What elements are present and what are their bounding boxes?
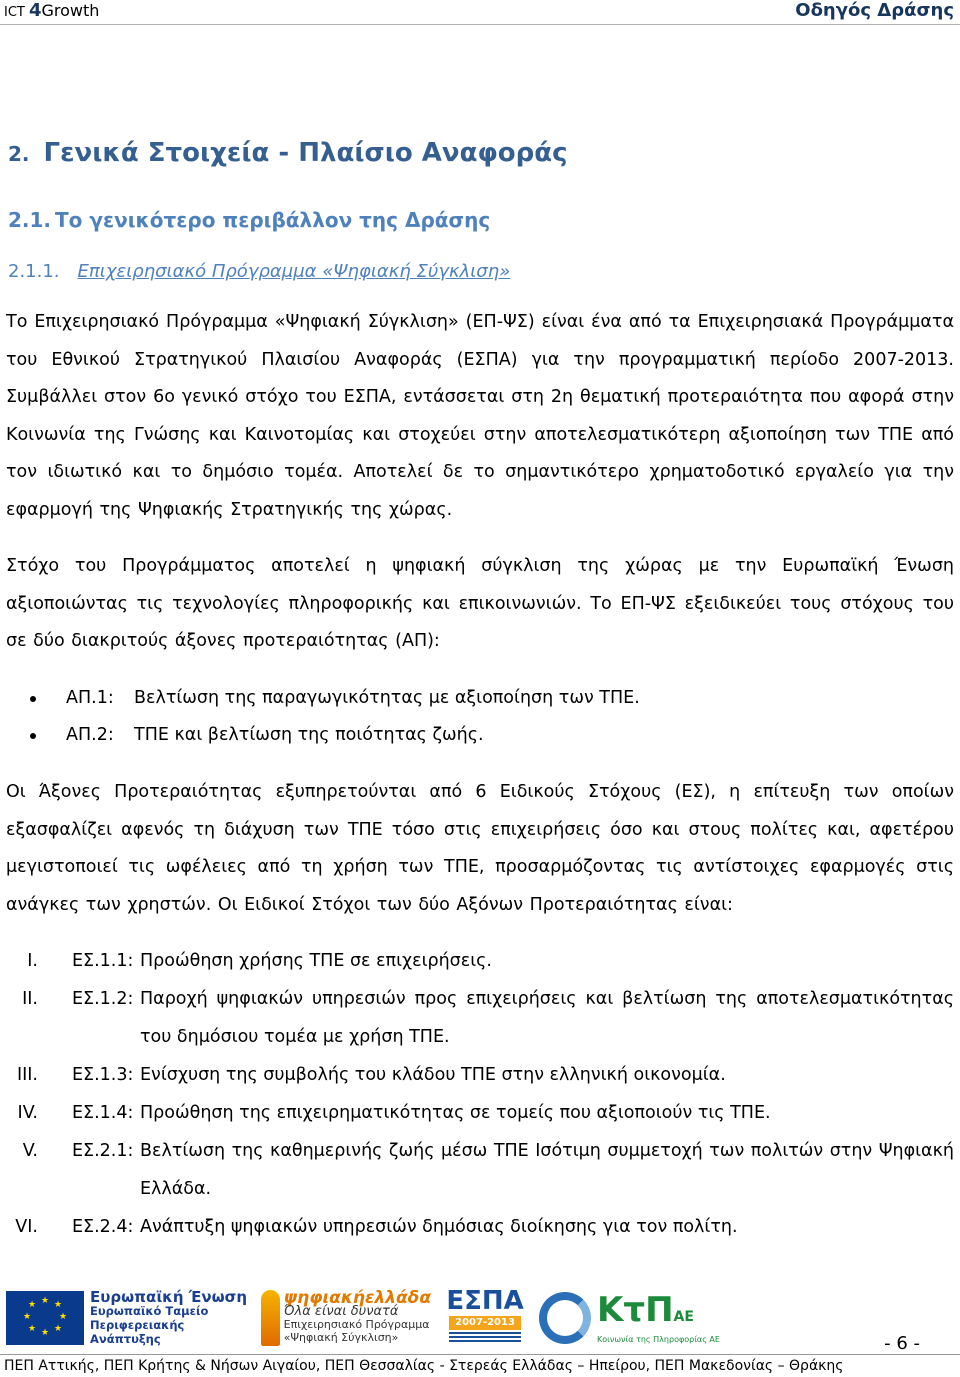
objectives-list [6,942,954,1246]
ktp-logo [539,1292,720,1344]
subsubsection-number: 2.1.1. [8,261,60,282]
item-code: ΕΣ.1.1: [72,951,134,971]
axis-text: ΤΠΕ και βελτίωση της ποιότητας ζωής. [134,725,484,745]
ktp-text [597,1292,720,1344]
espa-word: ΕΣΠΑ [446,1286,524,1316]
brand-prefix: ICT [4,5,29,20]
header-divider [0,24,960,25]
list-item [6,1132,954,1208]
item-text: Ανάπτυξη ψηφιακών υπηρεσιών δημόσιας διοίκησης για τον πολίτη. [140,1217,738,1237]
header-title: Οδηγός Δράσης [795,0,954,21]
subsection-title: Το γενικότερο περιβάλλον της Δράσης [55,208,491,232]
axes-list [30,680,640,754]
list-item [30,680,640,717]
axis-text: Βελτίωση της παραγωγικότητας με αξιοποίηση των ΤΠΕ. [134,688,640,708]
eu-line2: Ευρωπαϊκό Ταμείο [90,1304,209,1318]
brand-suffix: Growth [41,1,100,20]
item-number: V. [22,1141,38,1161]
eu-logo-text [90,1290,247,1346]
psif-line1: Επιχειρησιακό Πρόγραμμα [283,1318,430,1331]
item-text: Παροχή ψηφιακών υπηρεσιών προς επιχειρήσεις και βελτίωση της αποτελεσματικότητας του δημόσιου τομέα με χρήση ΤΠΕ. [140,989,954,1047]
list-item [6,942,954,980]
ktp-ring-icon [539,1292,591,1344]
psif-name: ψηφιακήελλάδα [283,1288,432,1308]
list-item [6,1208,954,1246]
subsection-heading [8,206,490,234]
list-item [6,1056,954,1094]
header-brand [4,0,99,24]
section-heading [8,136,568,171]
digital-greece-icon [261,1290,280,1346]
list-item [6,1094,954,1132]
subsubsection-heading [8,258,510,286]
subsection-number: 2.1. [8,208,52,232]
item-number: I. [27,951,38,971]
ktp-sub: Κοινωνία της Πληροφορίας ΑΕ [597,1335,720,1344]
item-code: ΕΣ.1.3: [72,1065,134,1085]
brand-four: 4 [28,0,42,21]
eu-line4: Ανάπτυξης [90,1332,161,1346]
item-text: Βελτίωση της καθημερινής ζωής μέσω ΤΠΕ Ισότιμη συμμετοχή των πολιτών στην Ψηφιακή Ελλάδα. [140,1141,954,1199]
item-code: ΕΣ.2.4: [72,1217,134,1237]
psif-line2: «Ψηφιακή Σύγκλιση» [283,1331,399,1344]
item-number: IV. [17,1103,38,1123]
eu-line3: Περιφερειακής [90,1318,185,1332]
paragraph-objectives: Οι Άξονες Προτεραιότητας εξυπηρετούνται από 6 Ειδικούς Στόχους (ΕΣ), η επίτευξη των οποίων εξασφαλίζει αφενός τη διάχυση των ΤΠΕ τόσο στις επιχειρήσεις όσο και στους πολίτες και, αφετέρου μεγιστοποιεί τις ωφέλειες από τη χρήση των ΤΠΕ, προσαρμόζοντας τις αντίστοιχες εφαρμογές στις ανάγκες των χρηστών. Οι Ειδικοί Στόχοι των δύο Αξόνων Προτεραιότητας είναι: [6,782,954,915]
axis-code: ΑΠ.1: [66,688,114,708]
greek-flag-icon [449,1332,521,1344]
item-text: Ενίσχυση της συμβολής του κλάδου ΤΠΕ στην ελληνική οικονομία. [140,1065,726,1085]
item-text: Προώθηση χρήσης ΤΠΕ σε επιχειρήσεις. [140,951,492,971]
eu-flag-icon: ★ ★ ★ ★ ★ ★ ★ ★ [6,1291,84,1345]
digital-greece-text [283,1288,432,1344]
page-number: - 6 - [884,1333,920,1354]
paragraph-intro: Το Επιχειρησιακό Πρόγραμμα «Ψηφιακή Σύγκλιση» (ΕΠ-ΨΣ) είναι ένα από τα Επιχειρησιακά Προγράμματα του Εθνικού Στρατηγικού Πλαισίου Αναφοράς (ΕΣΠΑ) για την προγραμματική περίοδο 2007-2013. Συμβάλλει στον 6ο γενικό στόχο του ΕΣΠΑ, εντάσσεται στη 2η θεματική προτεραιότητα που αφορά στην Κοινωνία της Γνώσης και Καινοτομίας και στοχεύει στην αποτελεσματικότερη αξιοποίηση των ΤΠΕ από τον ιδιωτικό και το δημόσιο τομέα. Αποτελεί δε το σημαντικότερο χρηματοδοτικό εργαλείο για την εφαρμογή της Ψηφιακής Στρατηγικής της χώρας. [6,312,954,520]
section-title: Γενικά Στοιχεία - Πλαίσιο Αναφοράς [43,138,568,168]
ktp-suffix: ΑΕ [673,1309,694,1325]
paragraph-goal: Στόχο του Προγράμματος αποτελεί η ψηφιακή σύγκλιση της χώρας με την Ευρωπαϊκή Ένωση αξιοποιώντας τις τεχνολογίες πληροφορικής και επικοινωνιών. Το ΕΠ-ΨΣ εξειδικεύει τους στόχους του σε δύο διακριτούς άξονες προτεραιότητας (ΑΠ): [6,556,954,651]
item-text: Προώθηση της επιχειρηματικότητας σε τομείς που αξιοποιούν τις ΤΠΕ. [140,1103,771,1123]
espa-logo [445,1286,525,1350]
list-item [30,717,640,754]
eu-logo [6,1290,247,1346]
eu-line1: Ευρωπαϊκή Ένωση [90,1288,248,1306]
espa-years: 2007-2013 [449,1316,521,1330]
item-number: II. [22,989,38,1009]
bullet-icon [30,733,36,739]
subsubsection-title: Επιχειρησιακό Πρόγραμμα «Ψηφιακή Σύγκλιση» [77,261,511,282]
item-number: VI. [15,1217,38,1237]
digital-greece-logo [261,1286,431,1350]
section-number: 2. [8,142,30,166]
ktp-word [597,1292,720,1335]
footer-text: ΠΕΠ Αττικής, ΠΕΠ Κρήτης & Νήσων Αιγαίου, ΠΕΠ Θεσσαλίας - Στερεάς Ελλάδας – Ηπείρου, ΠΕΠ Μακεδονίας – Θράκης [4,1358,844,1374]
list-item [6,980,954,1056]
item-code: ΕΣ.1.4: [72,1103,134,1123]
footer-divider [0,1354,960,1355]
footer-logos [6,1284,826,1352]
bullet-icon [30,696,36,702]
psif-slogan: Όλα είναι δυνατά [283,1304,399,1319]
item-number: III. [16,1065,38,1085]
axis-code: ΑΠ.2: [66,725,114,745]
item-code: ΕΣ.2.1: [72,1141,134,1161]
item-code: ΕΣ.1.2: [72,989,134,1009]
ktp-word-main: ΚτΠ [597,1290,674,1330]
